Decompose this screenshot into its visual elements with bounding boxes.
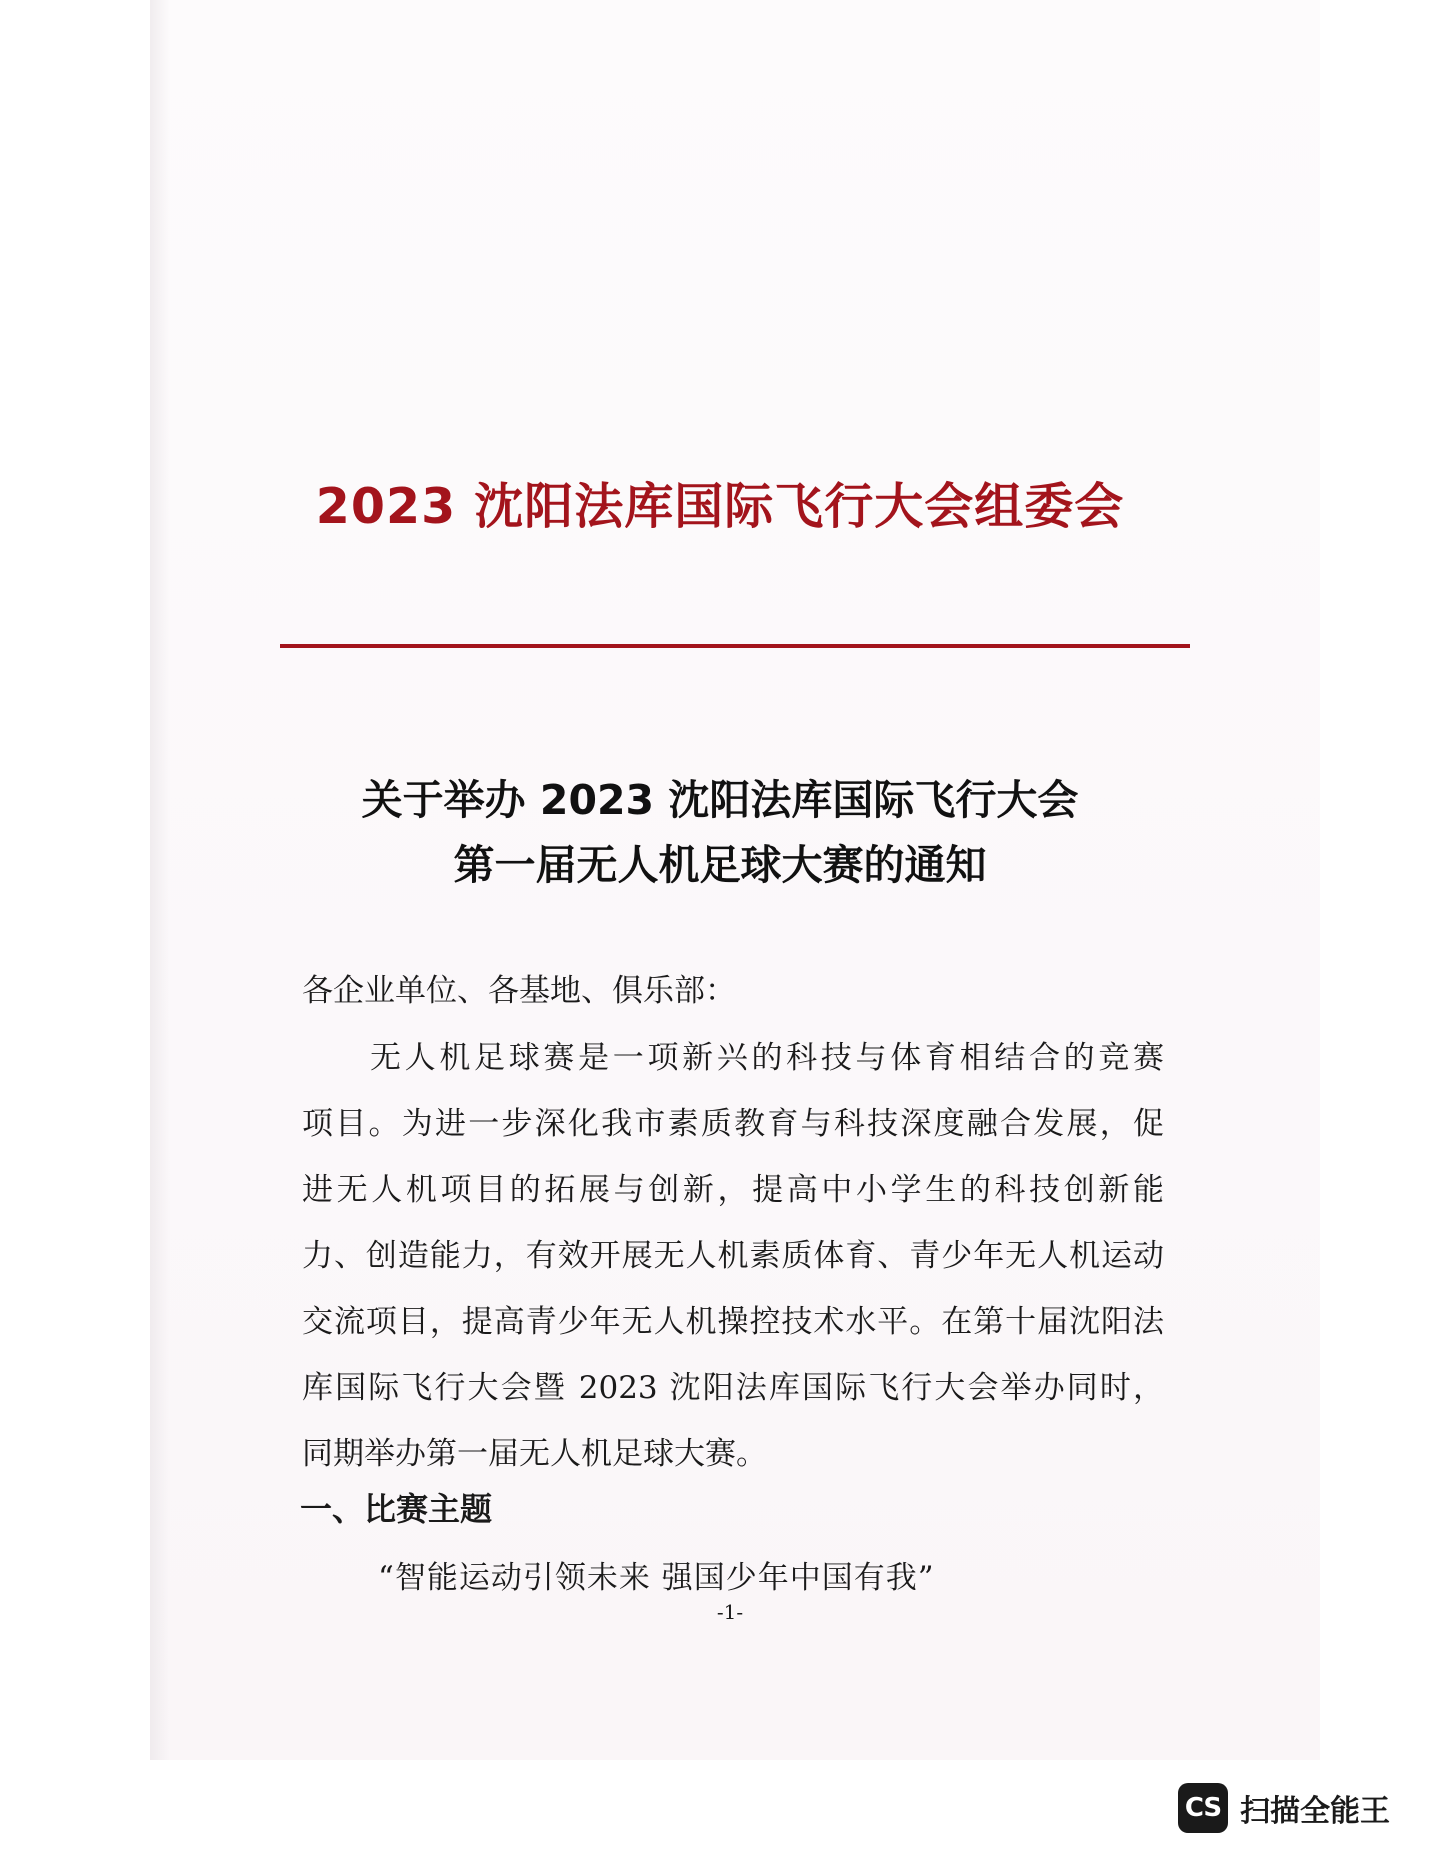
scanner-app-name: 扫描全能王 [1240, 1794, 1390, 1829]
section-heading-theme: 一、比赛主题 [300, 1490, 493, 1528]
body-line: 同期举办第一届无人机足球大赛。 [302, 1436, 767, 1472]
body-line: 无人机足球赛是一项新兴的科技与体育相结合的竞赛 [370, 1040, 1164, 1076]
document-title-line-2: 第一届无人机足球大赛的通知 [453, 841, 987, 889]
red-divider-line [280, 644, 1190, 648]
organizer-header: 2023 沈阳法库国际飞行大会组委会 [315, 478, 1125, 535]
competition-theme: “智能运动引领未来 强国少年中国有我” [378, 1560, 935, 1596]
body-line: 力、创造能力，有效开展无人机素质体育、青少年无人机运动 [302, 1238, 1164, 1274]
page-shadow [150, 0, 170, 1760]
page-number: -1- [716, 1600, 744, 1624]
camscanner-logo-icon: CS [1178, 1783, 1228, 1833]
salutation: 各企业单位、各基地、俱乐部： [302, 973, 736, 1009]
document-title-line-1: 关于举办 2023 沈阳法库国际飞行大会 [361, 776, 1079, 824]
body-line: 库国际飞行大会暨 2023 沈阳法库国际飞行大会举办同时， [302, 1370, 1164, 1406]
scanner-watermark [1178, 1778, 1390, 1838]
body-line: 进无人机项目的拓展与创新，提高中小学生的科技创新能 [302, 1172, 1164, 1208]
body-line: 交流项目，提高青少年无人机操控技术水平。在第十届沈阳法 [302, 1304, 1164, 1340]
body-line: 项目。为进一步深化我市素质教育与科技深度融合发展，促 [302, 1106, 1164, 1142]
